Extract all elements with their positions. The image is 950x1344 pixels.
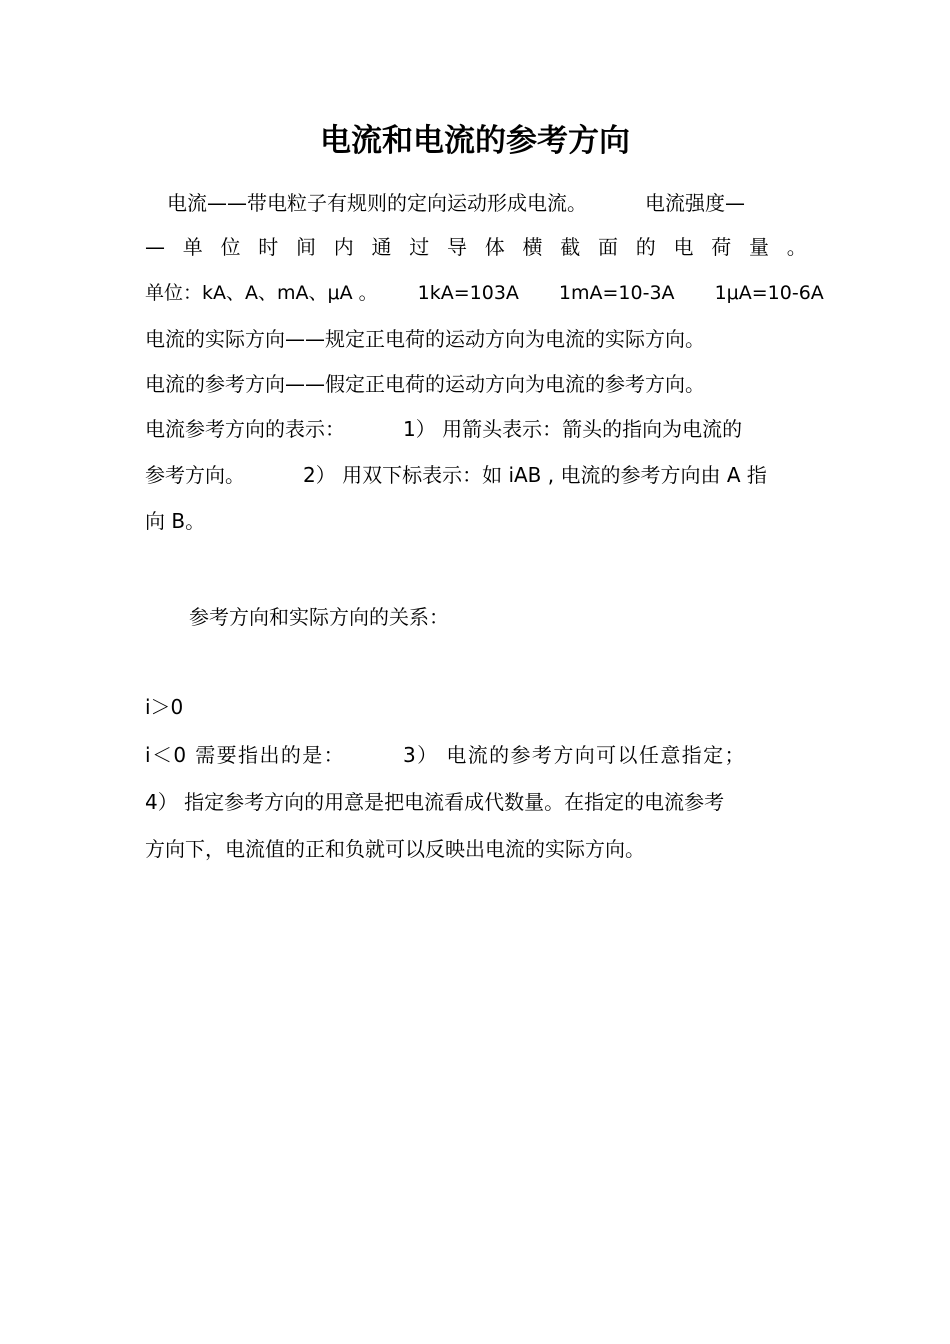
paragraph-line-i-positive: i＞0 (145, 695, 184, 719)
reference-direction-end: 参考方向。 (145, 463, 245, 487)
intensity-definition-char: 单 (182, 235, 203, 259)
intensity-definition-char: 间 (296, 235, 316, 259)
paragraph-line-actual-direction: 电流的实际方向——规定正电荷的运动方向为电流的实际方向。 (145, 327, 705, 351)
intensity-definition-char: 内 (333, 235, 354, 259)
intensity-definition-char: — (145, 235, 165, 259)
intensity-definition-char: 过 (409, 235, 430, 259)
current-intensity-label: 电流强度— (645, 191, 745, 215)
intensity-definition-char: 时 (258, 235, 279, 259)
paragraph-line-conclusion: 方向下，电流值的正和负就可以反映出电流的实际方向。 (145, 837, 645, 861)
paragraph-line-subscript (145, 452, 807, 498)
intensity-definition-char: 。 (786, 235, 807, 259)
intensity-definition-char: 导 (447, 235, 467, 259)
unit-ua-conversion: 1μA=10-6A (714, 282, 824, 304)
intensity-definition-char: 通 (371, 235, 392, 259)
relationship-heading: 参考方向和实际方向的关系： (189, 605, 449, 629)
intensity-definition-char: 电 (673, 235, 694, 259)
representation-label: 电流参考方向的表示： (145, 417, 345, 441)
unit-ma-conversion: 1mA=10-3A (558, 282, 675, 304)
paragraph-line-intensity-definition (145, 224, 807, 270)
intensity-definition-char: 量 (749, 235, 769, 259)
intensity-definition-char: 截 (560, 235, 581, 259)
units-text: 单位：kA、A、mA、μA 。 (145, 282, 378, 304)
current-definition-text: 电流——带电粒子有规则的定向运动形成电流。 (167, 191, 587, 215)
intensity-definition-char: 的 (635, 235, 656, 259)
intensity-definition-char: 横 (522, 235, 543, 259)
paragraph-line-reference-direction: 电流的参考方向——假定正电荷的运动方向为电流的参考方向。 (145, 372, 705, 396)
i-negative-note: i＜0 需要指出的是： (145, 743, 346, 767)
paragraph-line-units (145, 270, 824, 316)
point-3-text: 3） 电流的参考方向可以任意指定； (403, 743, 746, 767)
paragraph-line-point-4: 4） 指定参考方向的用意是把电流看成代数量。在指定的电流参考 (145, 790, 725, 814)
paragraph-line-representation (145, 406, 807, 452)
intensity-definition-char: 面 (598, 235, 618, 259)
subscript-representation-text: 2） 用双下标表示：如 iAB , 电流的参考方向由 A 指 (303, 463, 767, 487)
arrow-representation-text: 1） 用箭头表示：箭头的指向为电流的 (403, 417, 743, 441)
intensity-definition-char: 位 (220, 235, 241, 259)
paragraph-line-direction-b: 向 B。 (145, 509, 206, 533)
intensity-definition-char: 体 (484, 235, 505, 259)
paragraph-line-current-definition (145, 180, 829, 226)
paragraph-line-i-negative (145, 732, 807, 778)
intensity-definition-char: 荷 (711, 235, 732, 259)
page-title: 电流和电流的参考方向 (320, 123, 630, 159)
unit-ka-conversion: 1kA=103A (417, 282, 519, 304)
